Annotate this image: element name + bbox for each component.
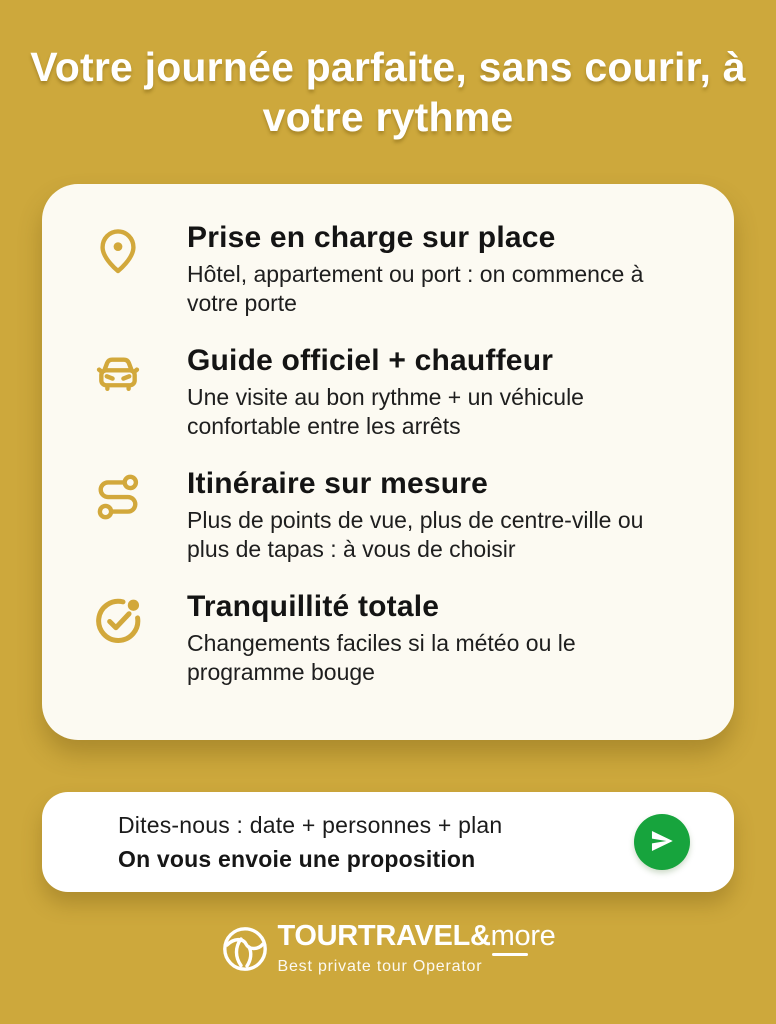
- feature-pickup: [92, 221, 686, 319]
- brand-name: [278, 922, 556, 951]
- cta-instruction: Dites-nous : date + personnes + plan: [118, 811, 503, 838]
- send-icon: [648, 827, 676, 858]
- footer: [0, 922, 776, 976]
- features-card: [42, 184, 734, 740]
- brand-name-re: re: [530, 920, 556, 952]
- feature-peace-of-mind: [92, 590, 686, 688]
- feature-guide-driver: [92, 344, 686, 442]
- brand-name-mo: mo: [490, 920, 531, 952]
- cta-promise: On vous envoie une proposition: [118, 845, 476, 872]
- page-title: Votre journée parfaite, sans courir, à votre rythme: [30, 44, 746, 141]
- send-button[interactable]: [634, 814, 690, 870]
- feature-title: Itinéraire sur mesure: [187, 466, 489, 500]
- cta-card: [42, 792, 734, 892]
- brand-logo: [221, 922, 556, 976]
- feature-description: Une visite au bon rythme + un véhicule confortable entre les arrêts: [187, 383, 584, 440]
- route-icon: [92, 467, 144, 565]
- feature-title: Guide officiel + chauffeur: [187, 343, 554, 377]
- feature-custom-itinerary: [92, 467, 686, 565]
- brand-name-bold: TOURTRAVEL&: [277, 920, 491, 952]
- brand-emblem-icon: [221, 925, 269, 973]
- check-circle-icon: [92, 590, 144, 688]
- brand-tagline: Best private tour Operator: [277, 958, 483, 975]
- feature-description: Changements faciles si la météo ou le programme bouge: [187, 629, 576, 686]
- car-icon: [92, 344, 144, 442]
- feature-description: Plus de points de vue, plus de centre-ville ou plus de tapas : à vous de choisir: [187, 506, 644, 563]
- feature-description: Hôtel, appartement ou port : on commence à votre porte: [187, 261, 644, 317]
- location-pin-icon: [92, 221, 144, 319]
- feature-title: Tranquillité totale: [187, 589, 440, 623]
- feature-title: Prise en charge sur place: [187, 221, 556, 254]
